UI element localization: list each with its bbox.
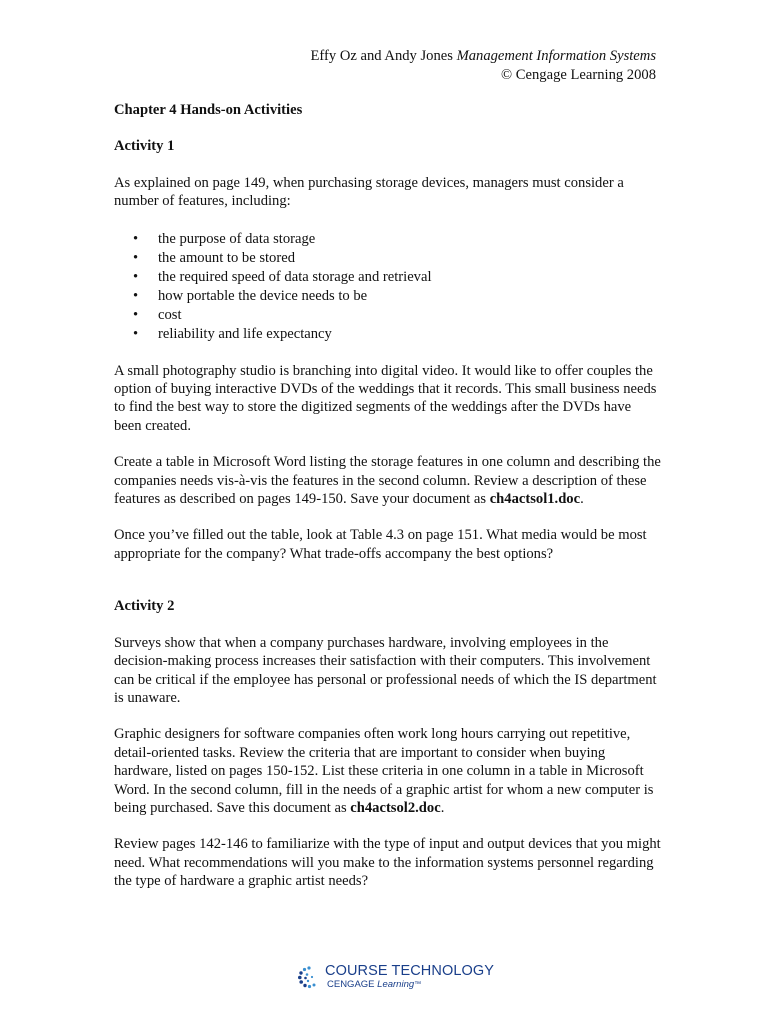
- list-item: • reliability and life expectancy: [133, 325, 332, 342]
- header-copyright: © Cengage Learning 2008: [501, 67, 656, 83]
- logo-course-technology: COURSE TECHNOLOGY: [325, 963, 495, 979]
- page-header: [311, 47, 656, 85]
- bullet-icon: •: [133, 287, 139, 304]
- storage-features-list: [114, 230, 662, 344]
- activity1-paragraph-studio: A small photography studio is branching into digital video. It would like to offer couples the option of buying interactive DVDs of the weddings that it records. This small business needs to find the best way to store the digitized segments of the weddings after the DVDs have been created.: [114, 362, 657, 434]
- course-technology-logo: [297, 963, 495, 993]
- activity1-paragraph-table: Create a table in Microsoft Word listing the storage features in one column and describing the companies needs vis-à-vis the features in the second column. Review a description of these features as described on pages 149-150. Save your document as ch4actsol1.doc.: [114, 454, 661, 508]
- chapter-heading: Chapter 4 Hands-on Activities: [114, 102, 303, 118]
- document-body: [114, 101, 662, 891]
- activity2-paragraph-review: Review pages 142-146 to familiarize with the type of input and output devices that you might need. What recommendations will you make to the information systems personnel regarding the type of hardware a graphic artist needs?: [114, 836, 661, 890]
- list-item: • the purpose of data storage: [133, 230, 316, 247]
- activity2-paragraph-designers: Graphic designers for software companies often work long hours carrying out repetitive, detail-oriented tasks. Review the criteria that are important to consider when buying hardware, listed on pages 150-152. List these criteria in one column in a table in Microsoft Word. In the second column, fill in the needs of a graphic artist for whom a new computer is being purchased. Save this document as ch4actsol2.doc.: [114, 726, 654, 816]
- activity1-filename: ch4actsol1.doc: [489, 491, 581, 508]
- list-item: • the required speed of data storage and retrieval: [133, 268, 432, 285]
- bullet-icon: •: [133, 325, 139, 342]
- dotted-swirl-icon: [297, 965, 319, 989]
- activity1-heading: Activity 1: [114, 138, 175, 155]
- list-item: • how portable the device needs to be: [133, 287, 368, 304]
- bullet-icon: •: [133, 306, 139, 323]
- activity1-intro: As explained on page 149, when purchasing storage devices, managers must consider a number of features, including:: [114, 174, 624, 210]
- activity2-filename: ch4actsol2.doc: [350, 799, 441, 816]
- header-book-title: Management Information Systems: [456, 48, 656, 64]
- header-citation: [311, 47, 656, 66]
- bullet-icon: •: [133, 268, 139, 285]
- list-item: • the amount to be stored: [133, 249, 295, 266]
- bullet-icon: •: [133, 249, 139, 266]
- activity1-paragraph-media: Once you’ve filled out the table, look at Table 4.3 on page 151. What media would be most appropriate for the company? What trade-offs accompany the best options?: [114, 527, 647, 562]
- logo-cengage-learning: CENGAGE Learning™: [327, 979, 422, 990]
- bullet-icon: •: [133, 230, 139, 247]
- activity2-paragraph-surveys: Surveys show that when a company purchases hardware, involving employees in the decision-making process increases their satisfaction with their computers. This involvement can be critical if the employee has personal or professional needs of which the IS department is unaware.: [114, 634, 657, 706]
- list-item: • cost: [133, 306, 182, 323]
- header-authors: Effy Oz and Andy Jones: [310, 48, 457, 64]
- activity2-heading: Activity 2: [114, 598, 175, 615]
